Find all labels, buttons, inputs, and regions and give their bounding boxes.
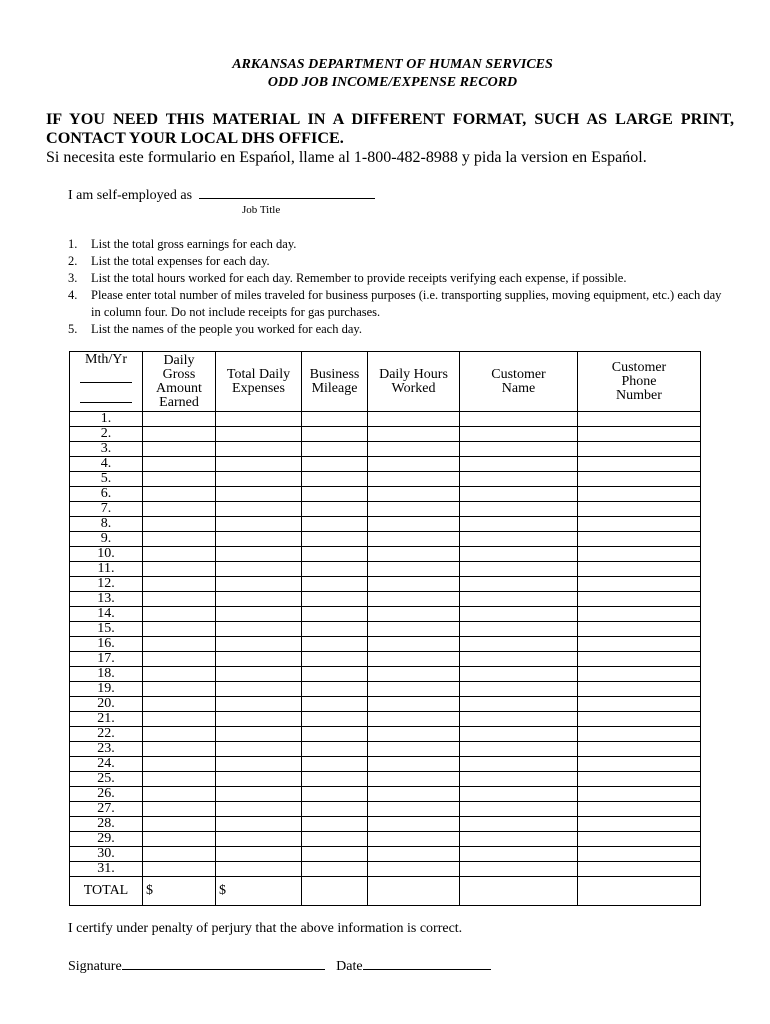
- day-number: 18.: [70, 667, 143, 682]
- day-number: 11.: [70, 562, 143, 577]
- table-row: [70, 787, 701, 802]
- mileage-cell[interactable]: [302, 412, 368, 427]
- customer-phone-cell[interactable]: [578, 487, 701, 502]
- gross-cell[interactable]: [143, 772, 216, 787]
- mileage-cell[interactable]: [302, 802, 368, 817]
- table-row: [70, 742, 701, 757]
- customer-phone-cell[interactable]: [578, 517, 701, 532]
- day-number: 4.: [70, 457, 143, 472]
- hours-cell[interactable]: [368, 517, 460, 532]
- hours-cell[interactable]: [368, 697, 460, 712]
- signature-field[interactable]: [122, 957, 325, 970]
- customer-name-cell[interactable]: [460, 712, 578, 727]
- day-number: 31.: [70, 862, 143, 877]
- table-row: [70, 502, 701, 517]
- hours-cell[interactable]: [368, 637, 460, 652]
- customer-name-cell[interactable]: [460, 652, 578, 667]
- day-number: 17.: [70, 652, 143, 667]
- customer-name-cell[interactable]: [460, 847, 578, 862]
- customer-phone-cell[interactable]: [578, 757, 701, 772]
- day-number: 2.: [70, 427, 143, 442]
- day-number: 28.: [70, 817, 143, 832]
- table-row: [70, 577, 701, 592]
- gross-cell[interactable]: [143, 442, 216, 457]
- hours-cell[interactable]: [368, 622, 460, 637]
- customer-phone-cell[interactable]: [578, 592, 701, 607]
- mileage-cell[interactable]: [302, 607, 368, 622]
- expenses-cell[interactable]: [216, 817, 302, 832]
- expenses-cell[interactable]: [216, 757, 302, 772]
- customer-name-cell[interactable]: [460, 517, 578, 532]
- total-label: TOTAL: [70, 877, 143, 906]
- expense-total-cell[interactable]: $: [216, 877, 302, 906]
- mileage-cell[interactable]: [302, 772, 368, 787]
- customer-name-cell[interactable]: [460, 502, 578, 517]
- day-number: 23.: [70, 742, 143, 757]
- table-row: [70, 607, 701, 622]
- spanish-notice: Si necesita este formulario en Espańol, llame al 1-800-482-8988 y pida la version en Espańol.: [46, 149, 647, 166]
- hours-cell[interactable]: [368, 742, 460, 757]
- notice-line-2: CONTACT YOUR LOCAL DHS OFFICE.: [46, 129, 344, 147]
- expenses-cell[interactable]: [216, 667, 302, 682]
- customer-phone-cell[interactable]: [578, 802, 701, 817]
- expenses-cell[interactable]: [216, 802, 302, 817]
- hours-cell[interactable]: [368, 847, 460, 862]
- day-number: 5.: [70, 472, 143, 487]
- customer-name-cell[interactable]: [460, 682, 578, 697]
- expenses-cell[interactable]: [216, 727, 302, 742]
- col-header-hours: Daily Hours Worked: [368, 352, 460, 412]
- customer-phone-cell[interactable]: [578, 667, 701, 682]
- mileage-cell[interactable]: [302, 517, 368, 532]
- gross-cell[interactable]: [143, 472, 216, 487]
- table-row: [70, 427, 701, 442]
- customer-name-cell[interactable]: [460, 832, 578, 847]
- expenses-cell[interactable]: [216, 637, 302, 652]
- day-number: 16.: [70, 637, 143, 652]
- mileage-cell[interactable]: [302, 577, 368, 592]
- expenses-cell[interactable]: [216, 652, 302, 667]
- customer-name-cell[interactable]: [460, 727, 578, 742]
- hours-cell[interactable]: [368, 532, 460, 547]
- customer-phone-cell[interactable]: [578, 832, 701, 847]
- gross-cell[interactable]: [143, 487, 216, 502]
- customer-phone-total-cell: [578, 877, 701, 906]
- customer-phone-cell[interactable]: [578, 532, 701, 547]
- customer-phone-cell[interactable]: [578, 472, 701, 487]
- customer-name-cell[interactable]: [460, 772, 578, 787]
- mileage-cell[interactable]: [302, 547, 368, 562]
- table-row: [70, 847, 701, 862]
- customer-phone-cell[interactable]: [578, 637, 701, 652]
- signature-row: [68, 957, 491, 975]
- mileage-cell[interactable]: [302, 742, 368, 757]
- day-number: 29.: [70, 832, 143, 847]
- table-row: [70, 547, 701, 562]
- mileage-cell[interactable]: [302, 427, 368, 442]
- table-header-row: [70, 352, 701, 412]
- table-row: [70, 592, 701, 607]
- expenses-cell[interactable]: [216, 832, 302, 847]
- gross-cell[interactable]: [143, 592, 216, 607]
- mileage-cell[interactable]: [302, 862, 368, 877]
- expenses-cell[interactable]: [216, 772, 302, 787]
- customer-name-cell[interactable]: [460, 562, 578, 577]
- hours-cell[interactable]: [368, 442, 460, 457]
- gross-cell[interactable]: [143, 787, 216, 802]
- day-number: 9.: [70, 532, 143, 547]
- customer-name-cell[interactable]: [460, 862, 578, 877]
- customer-phone-cell[interactable]: [578, 787, 701, 802]
- customer-name-cell[interactable]: [460, 787, 578, 802]
- day-number: 14.: [70, 607, 143, 622]
- hours-total-cell: [368, 877, 460, 906]
- customer-phone-cell[interactable]: [578, 712, 701, 727]
- expenses-cell[interactable]: [216, 592, 302, 607]
- expenses-cell[interactable]: [216, 577, 302, 592]
- gross-cell[interactable]: [143, 727, 216, 742]
- table-row: [70, 757, 701, 772]
- gross-cell[interactable]: [143, 532, 216, 547]
- mileage-cell[interactable]: [302, 667, 368, 682]
- instructions-list: [68, 236, 728, 338]
- instruction-item: 4. Please enter total number of miles traveled for business purposes (i.e. transporting supplies, moving equipment, etc.) each day in column four. Do not include receipts for gas purchases.: [68, 288, 722, 319]
- gross-cell[interactable]: [143, 847, 216, 862]
- mileage-cell[interactable]: [302, 652, 368, 667]
- day-number: 20.: [70, 697, 143, 712]
- hours-cell[interactable]: [368, 682, 460, 697]
- self-employed-label: I am self-employed as: [68, 188, 193, 203]
- hours-cell[interactable]: [368, 472, 460, 487]
- table-row: [70, 727, 701, 742]
- expenses-cell[interactable]: [216, 862, 302, 877]
- gross-cell[interactable]: [143, 652, 216, 667]
- expenses-cell[interactable]: [216, 742, 302, 757]
- mileage-cell[interactable]: [302, 487, 368, 502]
- table-row: [70, 652, 701, 667]
- expenses-cell[interactable]: [216, 682, 302, 697]
- table-row: [70, 832, 701, 847]
- gross-cell[interactable]: [143, 682, 216, 697]
- customer-phone-cell[interactable]: [578, 862, 701, 877]
- hours-cell[interactable]: [368, 577, 460, 592]
- table-row: [70, 802, 701, 817]
- hours-cell[interactable]: [368, 427, 460, 442]
- table-row: [70, 712, 701, 727]
- day-number: 6.: [70, 487, 143, 502]
- customer-name-total-cell: [460, 877, 578, 906]
- customer-name-cell[interactable]: [460, 802, 578, 817]
- table-row: [70, 562, 701, 577]
- expenses-cell[interactable]: [216, 697, 302, 712]
- hours-cell[interactable]: [368, 802, 460, 817]
- mileage-total-cell: [302, 877, 368, 906]
- expenses-cell[interactable]: [216, 622, 302, 637]
- customer-phone-cell[interactable]: [578, 577, 701, 592]
- gross-cell[interactable]: [143, 607, 216, 622]
- col-header-customer-phone: Customer Phone Number: [578, 352, 701, 412]
- day-number: 8.: [70, 517, 143, 532]
- total-row: [70, 877, 701, 906]
- expenses-cell[interactable]: [216, 787, 302, 802]
- day-number: 19.: [70, 682, 143, 697]
- customer-phone-cell[interactable]: [578, 742, 701, 757]
- hours-cell[interactable]: [368, 607, 460, 622]
- customer-phone-cell[interactable]: [578, 727, 701, 742]
- gross-cell[interactable]: [143, 817, 216, 832]
- mileage-cell[interactable]: [302, 442, 368, 457]
- table-row: [70, 817, 701, 832]
- hours-cell[interactable]: [368, 502, 460, 517]
- month-year-label: Mth/Yr: [85, 352, 127, 367]
- gross-cell[interactable]: [143, 832, 216, 847]
- customer-phone-cell[interactable]: [578, 562, 701, 577]
- gross-cell[interactable]: [143, 502, 216, 517]
- signature-label: Signature: [68, 959, 122, 974]
- table-row: [70, 442, 701, 457]
- gross-cell[interactable]: [143, 547, 216, 562]
- hours-cell[interactable]: [368, 412, 460, 427]
- day-number: 21.: [70, 712, 143, 727]
- day-number: 30.: [70, 847, 143, 862]
- hours-cell[interactable]: [368, 562, 460, 577]
- gross-cell[interactable]: [143, 412, 216, 427]
- table-row: [70, 487, 701, 502]
- mileage-cell[interactable]: [302, 727, 368, 742]
- customer-phone-cell[interactable]: [578, 427, 701, 442]
- hours-cell[interactable]: [368, 727, 460, 742]
- customer-phone-cell[interactable]: [578, 502, 701, 517]
- customer-phone-cell[interactable]: [578, 442, 701, 457]
- expenses-cell[interactable]: [216, 487, 302, 502]
- gross-cell[interactable]: [143, 667, 216, 682]
- hours-cell[interactable]: [368, 832, 460, 847]
- customer-name-cell[interactable]: [460, 442, 578, 457]
- gross-cell[interactable]: [143, 637, 216, 652]
- hours-cell[interactable]: [368, 457, 460, 472]
- hours-cell[interactable]: [368, 487, 460, 502]
- expenses-cell[interactable]: [216, 517, 302, 532]
- table-row: [70, 682, 701, 697]
- gross-cell[interactable]: [143, 577, 216, 592]
- customer-phone-cell[interactable]: [578, 817, 701, 832]
- table-row: [70, 697, 701, 712]
- col-header-gross: Daily Gross Amount Earned: [143, 352, 216, 412]
- mileage-cell[interactable]: [302, 817, 368, 832]
- gross-total-cell[interactable]: $: [143, 877, 216, 906]
- customer-phone-cell[interactable]: [578, 412, 701, 427]
- hours-cell[interactable]: [368, 787, 460, 802]
- expenses-cell[interactable]: [216, 457, 302, 472]
- expenses-cell[interactable]: [216, 412, 302, 427]
- day-number: 3.: [70, 442, 143, 457]
- day-number: 24.: [70, 757, 143, 772]
- customer-name-cell[interactable]: [460, 472, 578, 487]
- gross-cell[interactable]: [143, 427, 216, 442]
- day-number: 25.: [70, 772, 143, 787]
- hours-cell[interactable]: [368, 667, 460, 682]
- table-row: [70, 622, 701, 637]
- mileage-cell[interactable]: [302, 502, 368, 517]
- hours-cell[interactable]: [368, 772, 460, 787]
- expenses-cell[interactable]: [216, 532, 302, 547]
- customer-name-cell[interactable]: [460, 757, 578, 772]
- mileage-cell[interactable]: [302, 697, 368, 712]
- col-header-month-year: [70, 352, 143, 412]
- table-row: [70, 472, 701, 487]
- table-row: [70, 517, 701, 532]
- table-row: [70, 532, 701, 547]
- day-number: 22.: [70, 727, 143, 742]
- customer-name-cell[interactable]: [460, 607, 578, 622]
- gross-cell[interactable]: [143, 562, 216, 577]
- gross-cell[interactable]: [143, 517, 216, 532]
- hours-cell[interactable]: [368, 757, 460, 772]
- customer-name-cell[interactable]: [460, 577, 578, 592]
- col-header-expenses: Total Daily Expenses: [216, 352, 302, 412]
- mileage-cell[interactable]: [302, 622, 368, 637]
- customer-name-cell[interactable]: [460, 817, 578, 832]
- table-row: [70, 412, 701, 427]
- instruction-item: 5. List the names of the people you worked for each day.: [68, 322, 362, 336]
- expenses-cell[interactable]: [216, 712, 302, 727]
- year-field[interactable]: [80, 396, 132, 403]
- day-number: 12.: [70, 577, 143, 592]
- job-title-caption: Job Title: [242, 204, 281, 216]
- hours-cell[interactable]: [368, 817, 460, 832]
- customer-phone-cell[interactable]: [578, 847, 701, 862]
- job-title-field[interactable]: [199, 186, 375, 199]
- gross-cell[interactable]: [143, 622, 216, 637]
- day-number: 7.: [70, 502, 143, 517]
- col-header-customer-name: Customer Name: [460, 352, 578, 412]
- mileage-cell[interactable]: [302, 847, 368, 862]
- mileage-cell[interactable]: [302, 532, 368, 547]
- mileage-cell[interactable]: [302, 562, 368, 577]
- table-row: [70, 862, 701, 877]
- day-number: 27.: [70, 802, 143, 817]
- customer-name-cell[interactable]: [460, 547, 578, 562]
- customer-phone-cell[interactable]: [578, 652, 701, 667]
- hours-cell[interactable]: [368, 862, 460, 877]
- income-expense-table: [69, 351, 701, 906]
- table-row: [70, 637, 701, 652]
- hours-cell[interactable]: [368, 652, 460, 667]
- expenses-cell[interactable]: [216, 562, 302, 577]
- expenses-cell[interactable]: [216, 502, 302, 517]
- notice-line-1: IF YOU NEED THIS MATERIAL IN A DIFFERENT FORMAT, SUCH AS LARGE PRINT,: [46, 110, 734, 128]
- customer-name-cell[interactable]: [460, 592, 578, 607]
- certification-statement: I certify under penalty of perjury that the above information is correct.: [68, 921, 463, 936]
- mileage-cell[interactable]: [302, 832, 368, 847]
- mileage-cell[interactable]: [302, 472, 368, 487]
- gross-cell[interactable]: [143, 802, 216, 817]
- customer-name-cell[interactable]: [460, 487, 578, 502]
- expenses-cell[interactable]: [216, 607, 302, 622]
- day-number: 15.: [70, 622, 143, 637]
- table-row: [70, 457, 701, 472]
- expenses-cell[interactable]: [216, 472, 302, 487]
- customer-phone-cell[interactable]: [578, 457, 701, 472]
- mileage-cell[interactable]: [302, 682, 368, 697]
- table-row: [70, 772, 701, 787]
- day-number: 13.: [70, 592, 143, 607]
- day-number: 1.: [70, 412, 143, 427]
- customer-phone-cell[interactable]: [578, 622, 701, 637]
- table-row: [70, 667, 701, 682]
- customer-phone-cell[interactable]: [578, 697, 701, 712]
- date-field[interactable]: [363, 957, 491, 970]
- customer-name-cell[interactable]: [460, 622, 578, 637]
- hours-cell[interactable]: [368, 712, 460, 727]
- expenses-cell[interactable]: [216, 847, 302, 862]
- form-title: ODD JOB INCOME/EXPENSE RECORD: [267, 75, 518, 90]
- date-label: Date: [336, 959, 363, 974]
- instruction-item: 2. List the total expenses for each day.: [68, 254, 270, 268]
- customer-name-cell[interactable]: [460, 637, 578, 652]
- expenses-cell[interactable]: [216, 547, 302, 562]
- mileage-cell[interactable]: [302, 757, 368, 772]
- expenses-cell[interactable]: [216, 427, 302, 442]
- customer-name-cell[interactable]: [460, 427, 578, 442]
- self-employed-row: [68, 186, 375, 204]
- customer-phone-cell[interactable]: [578, 682, 701, 697]
- customer-phone-cell[interactable]: [578, 547, 701, 562]
- instruction-item: 1. List the total gross earnings for each day.: [68, 237, 297, 251]
- gross-cell[interactable]: [143, 742, 216, 757]
- customer-name-cell[interactable]: [460, 697, 578, 712]
- hours-cell[interactable]: [368, 592, 460, 607]
- accessibility-notice: [46, 110, 734, 148]
- customer-name-cell[interactable]: [460, 457, 578, 472]
- col-header-mileage: Business Mileage: [302, 352, 368, 412]
- expenses-cell[interactable]: [216, 442, 302, 457]
- hours-cell[interactable]: [368, 547, 460, 562]
- mileage-cell[interactable]: [302, 592, 368, 607]
- mileage-cell[interactable]: [302, 637, 368, 652]
- mileage-cell[interactable]: [302, 787, 368, 802]
- customer-name-cell[interactable]: [460, 412, 578, 427]
- gross-cell[interactable]: [143, 457, 216, 472]
- day-number: 26.: [70, 787, 143, 802]
- month-field[interactable]: [80, 376, 132, 383]
- gross-cell[interactable]: [143, 757, 216, 772]
- mileage-cell[interactable]: [302, 457, 368, 472]
- day-number: 10.: [70, 547, 143, 562]
- instruction-item: 3. List the total hours worked for each day. Remember to provide receipts verifying each expense, if possible.: [68, 271, 627, 285]
- agency-name: ARKANSAS DEPARTMENT OF HUMAN SERVICES: [232, 57, 553, 72]
- customer-phone-cell[interactable]: [578, 607, 701, 622]
- customer-phone-cell[interactable]: [578, 772, 701, 787]
- customer-name-cell[interactable]: [460, 667, 578, 682]
- customer-name-cell[interactable]: [460, 532, 578, 547]
- gross-cell[interactable]: [143, 712, 216, 727]
- gross-cell[interactable]: [143, 862, 216, 877]
- customer-name-cell[interactable]: [460, 742, 578, 757]
- gross-cell[interactable]: [143, 697, 216, 712]
- mileage-cell[interactable]: [302, 712, 368, 727]
